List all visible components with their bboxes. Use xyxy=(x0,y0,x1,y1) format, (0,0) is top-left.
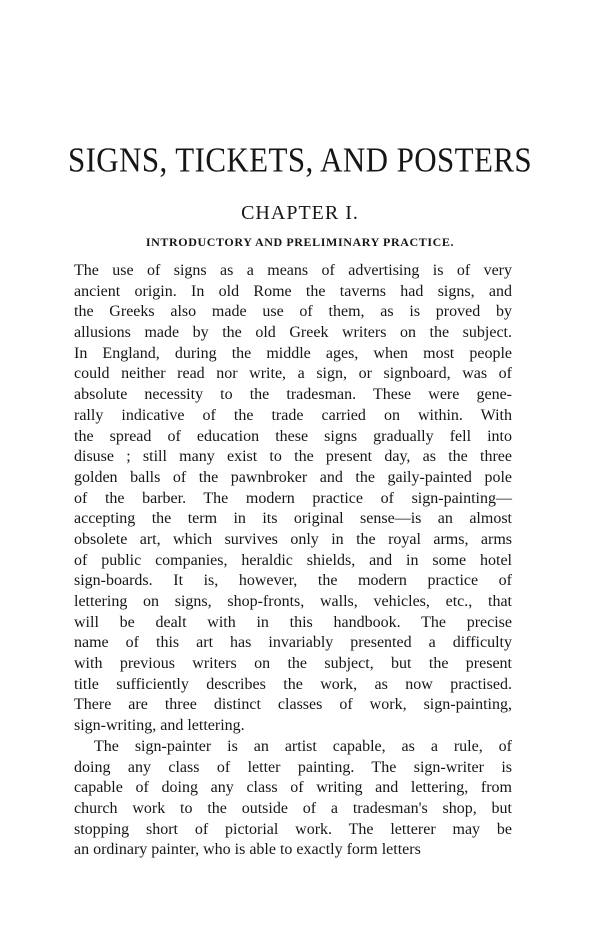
text-line: golden balls of the pawnbroker and the gaily-painted pole xyxy=(74,468,512,486)
text-line: an ordinary painter, who is able to exactly form letters xyxy=(74,841,421,859)
text-line: obsolete art, which survives only in the royal arms, arms xyxy=(74,530,512,548)
text-line: disuse ; still many exist to the present day, as the three xyxy=(74,448,512,466)
text-line: allusions made by the old Greek writers on the subject. xyxy=(74,324,512,342)
text-line: doing any class of letter painting. The sign-writer is xyxy=(74,758,512,776)
text-line: church work to the outside of a tradesman's shop, but xyxy=(74,799,512,817)
text-line: sign-writing, and lettering. xyxy=(74,717,245,735)
text-line: title sufficiently describes the work, as now practised. xyxy=(74,675,512,693)
chapter-subtitle: INTRODUCTORY AND PRELIMINARY PRACTICE. xyxy=(145,235,455,249)
chapter-heading: CHAPTER I. xyxy=(241,202,359,224)
text-line: accepting the term in its original sense—is an almost xyxy=(74,510,512,528)
text-line: rally indicative of the trade carried on within. With xyxy=(74,406,512,424)
text-line: the spread of education these signs gradually fell into xyxy=(74,427,512,445)
book-title: SIGNS, TICKETS, AND POSTERS xyxy=(67,140,533,180)
text-line: The use of signs as a means of advertising is of very xyxy=(74,262,512,279)
text-line: name of this art has invariably presented a difficulty xyxy=(74,634,512,652)
chapter-body xyxy=(74,261,512,861)
text-line: ancient origin. In old Rome the taverns had signs, and xyxy=(74,282,512,300)
text-line: the Greeks also made use of them, as is proved by xyxy=(74,303,512,321)
text-line: could neither read nor write, a sign, or signboard, was of xyxy=(74,365,512,383)
text-line: of public companies, heraldic shields, and in some hotel xyxy=(74,551,512,569)
text-line: In England, during the middle ages, when most people xyxy=(74,344,512,362)
text-line: absolute necessity to the tradesman. These were gene- xyxy=(74,386,512,404)
text-line: sign-boards. It is, however, the modern practice of xyxy=(74,572,512,590)
text-line: There are three distinct classes of work, sign-painting, xyxy=(74,696,512,714)
text-line: stopping short of pictorial work. The letterer may be xyxy=(74,820,512,838)
text-line: lettering on signs, shop-fronts, walls, vehicles, etc., that xyxy=(74,593,512,610)
text-line: The sign-painter is an artist capable, as a rule, of xyxy=(94,737,512,755)
text-line: will be dealt with in this handbook. The precise xyxy=(74,613,512,631)
text-line: capable of doing any class of writing and lettering, from xyxy=(74,779,512,797)
text-line: with previous writers on the subject, but the present xyxy=(74,655,512,673)
text-line: of the barber. The modern practice of sign-painting— xyxy=(74,489,512,507)
